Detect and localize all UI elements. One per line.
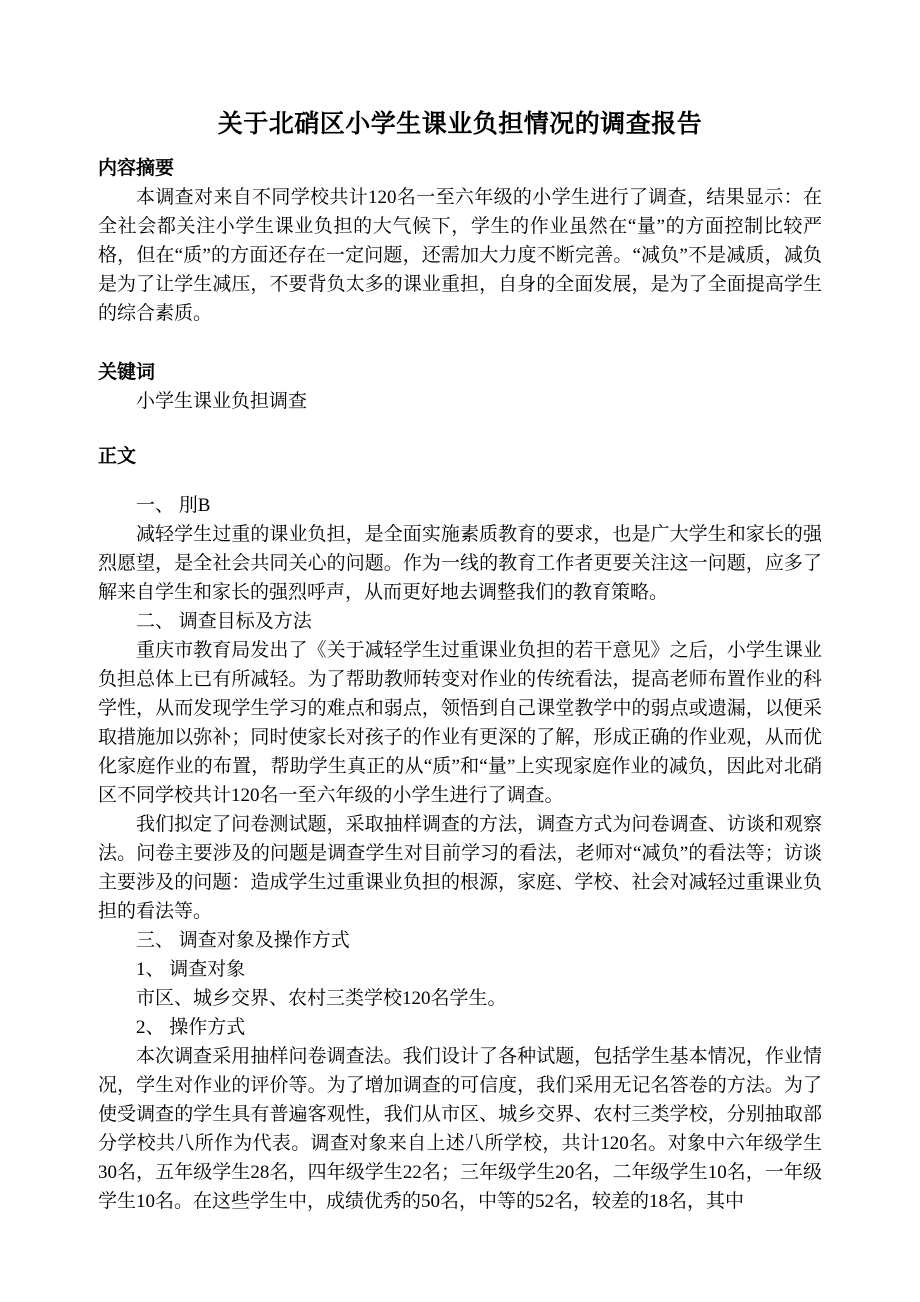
body-heading: 正文 (98, 446, 137, 467)
section1-heading: 一、 刖B (136, 495, 211, 516)
section3-item1-heading: 1、 调查对象 (136, 959, 246, 980)
keywords-text: 小学生课业负担调查 (136, 391, 308, 412)
section3-heading: 三、 调查对象及操作方式 (136, 930, 350, 951)
section3-item2-heading: 2、 操作方式 (136, 1017, 246, 1038)
keywords-heading: 关键词 (98, 362, 156, 383)
section3-item2-text: 本次调查采用抽样问卷调查法。我们设计了各种试题，包括学生基本情况，作业情况，学生对作业的评价等。为了增加调查的可信度，我们采用无记名答卷的方法。为了使受调查的学生具有普遍客观性，我们从市区、城乡交界、农村三类学校，分别抽取部分学校共八所作为代表。调查对象来自上述八所学校，共计120名。对象中六年级学生30名，五年级学生28名，四年级学生22名；三年级学生20名，二年级学生10名，一年级学生10名。在这些学生中，成绩优秀的50名，中等的52名，较差的18名，其中 (98, 1046, 822, 1212)
section3-item1-text: 市区、城乡交界、农村三类学校120名学生。 (136, 988, 507, 1009)
section1-paragraph: 减轻学生过重的课业负担，是全面实施素质教育的要求，也是广大学生和家长的强烈愿望，是全社会共同关心的问题。作为一线的教育工作者更要关注这一问题，应多了解来自学生和家长的强烈呼声，从而更好地去调整我们的教育策略。 (98, 524, 822, 603)
section2-paragraph-2: 我们拟定了问卷测试题，采取抽样调查的方法，调查方式为问卷调查、访谈和观察法。问卷主要涉及的问题是调查学生对目前学习的看法，老师对“减负”的看法等；访谈主要涉及的问题：造成学生过重课业负担的根源，家庭、学校、社会对减轻过重课业负担的看法等。 (98, 814, 822, 922)
abstract-heading: 内容摘要 (98, 158, 175, 179)
document-title: 关于北硝区小学生课业负担情况的调查报告 (217, 111, 703, 138)
abstract-paragraph: 本调查对来自不同学校共计120名一至六年级的小学生进行了调查，结果显示：在全社会都关注小学生课业负担的大气候下，学生的作业虽然在“量”的方面控制比较严格，但在“质”的方面还存在一定问题，还需加大力度不断完善。“减负”不是减质，减负是为了让学生减压，不要背负太多的课业重担，自身的全面发展，是为了全面提高学生的综合素质。 (98, 187, 822, 324)
section2-paragraph-1: 重庆市教育局发出了《关于减轻学生过重课业负担的若干意见》之后，小学生课业负担总体上已有所减轻。为了帮助教师转变对作业的传统看法，提高老师布置作业的科学性，从而发现学生学习的难点和弱点，领悟到自己课堂教学中的弱点或遗漏，以便采取措施加以弥补；同时使家长对孩子的作业有更深的了解，形成正确的作业观，从而优化家庭作业的布置，帮助学生真正的从“质”和“量”上实现家庭作业的减负，因此对北硝区不同学校共计120名一至六年级的小学生进行了调查。 (98, 640, 822, 806)
section2-heading: 二、 调查目标及方法 (136, 611, 312, 632)
